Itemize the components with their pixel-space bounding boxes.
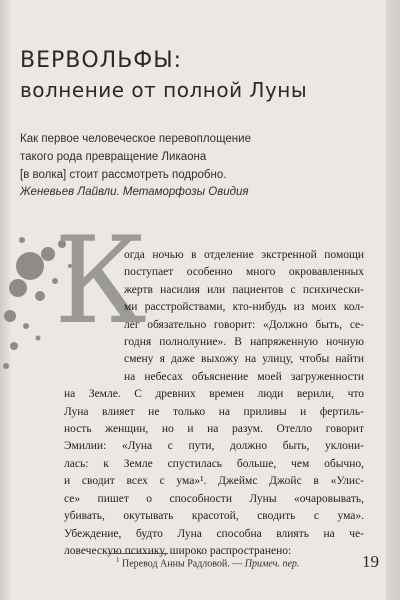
text-line: убивать, окутывать красотой, сводить с ума».	[64, 510, 364, 523]
text-line: Убеждение, будто Луна способна влиять на че-	[64, 527, 364, 540]
drop-cap: К	[54, 212, 147, 351]
footnote	[116, 556, 299, 569]
text-line: смену я даже выхожу на улицу, чтобы найти	[124, 353, 364, 366]
adjacent-page-edge	[386, 0, 400, 600]
text-line: лась: к Земле спустилась больше, чем обычно,	[64, 457, 364, 470]
footnote-note: Примеч. пер.	[244, 558, 300, 570]
text-line: ность женщин, но и на разум. Отелло говорит	[64, 423, 364, 436]
epigraph-line: [в волка] стоит рассмотреть подробно.	[20, 169, 227, 181]
text-line: ми расстройствами, кто-нибудь из моих кол-	[124, 301, 364, 314]
text-line: годня полнолуние». В напряженную ночную	[124, 336, 364, 349]
text-line: лег обязательно говорит: «Должно быть, се-	[124, 318, 364, 331]
footnote-marker: 1	[116, 556, 120, 564]
epigraph-line: такого рода превращение Ликаона	[20, 151, 207, 163]
epigraph-line: Как первое человеческое перевоплощение	[20, 133, 251, 145]
chapter-title: ВЕРВОЛЬФЫ:	[20, 48, 183, 73]
text-line: и сводит всех с ума»¹. Джеймс Джойс в «Улис-	[64, 475, 364, 488]
chapter-subtitle: волнение от полной Луны	[20, 78, 308, 102]
body-text	[64, 247, 364, 560]
text-line: Эмилии: «Луна с пути, должно быть, уклони-	[64, 440, 364, 453]
page-number: 19	[362, 552, 379, 571]
text-line: огда ночью в отделение экстренной помощи	[124, 249, 364, 261]
text-line: се» пишет о способности Луны «очаровывать,	[64, 492, 364, 505]
text-line: на небесах объяснение моей загруженности	[124, 370, 364, 383]
epigraph	[20, 130, 360, 184]
text-line: Луна влияет не только на приливы и фертиль-	[64, 405, 364, 418]
epigraph-author: Женевьев Лайвли. Метаморфозы Овидия	[20, 186, 249, 198]
footnote-divider	[108, 553, 168, 554]
text-line: жертв насилия или пациентов с психически-	[124, 283, 364, 296]
text-line: ловеческую психику, широко распространено:	[64, 544, 292, 557]
text-line: поступает особенно много окровавленных	[124, 266, 364, 279]
footnote-text: Перевод Анны Радловой. —	[122, 558, 245, 570]
text-line: на Земле. С древних времен люди верили, что	[64, 388, 364, 401]
